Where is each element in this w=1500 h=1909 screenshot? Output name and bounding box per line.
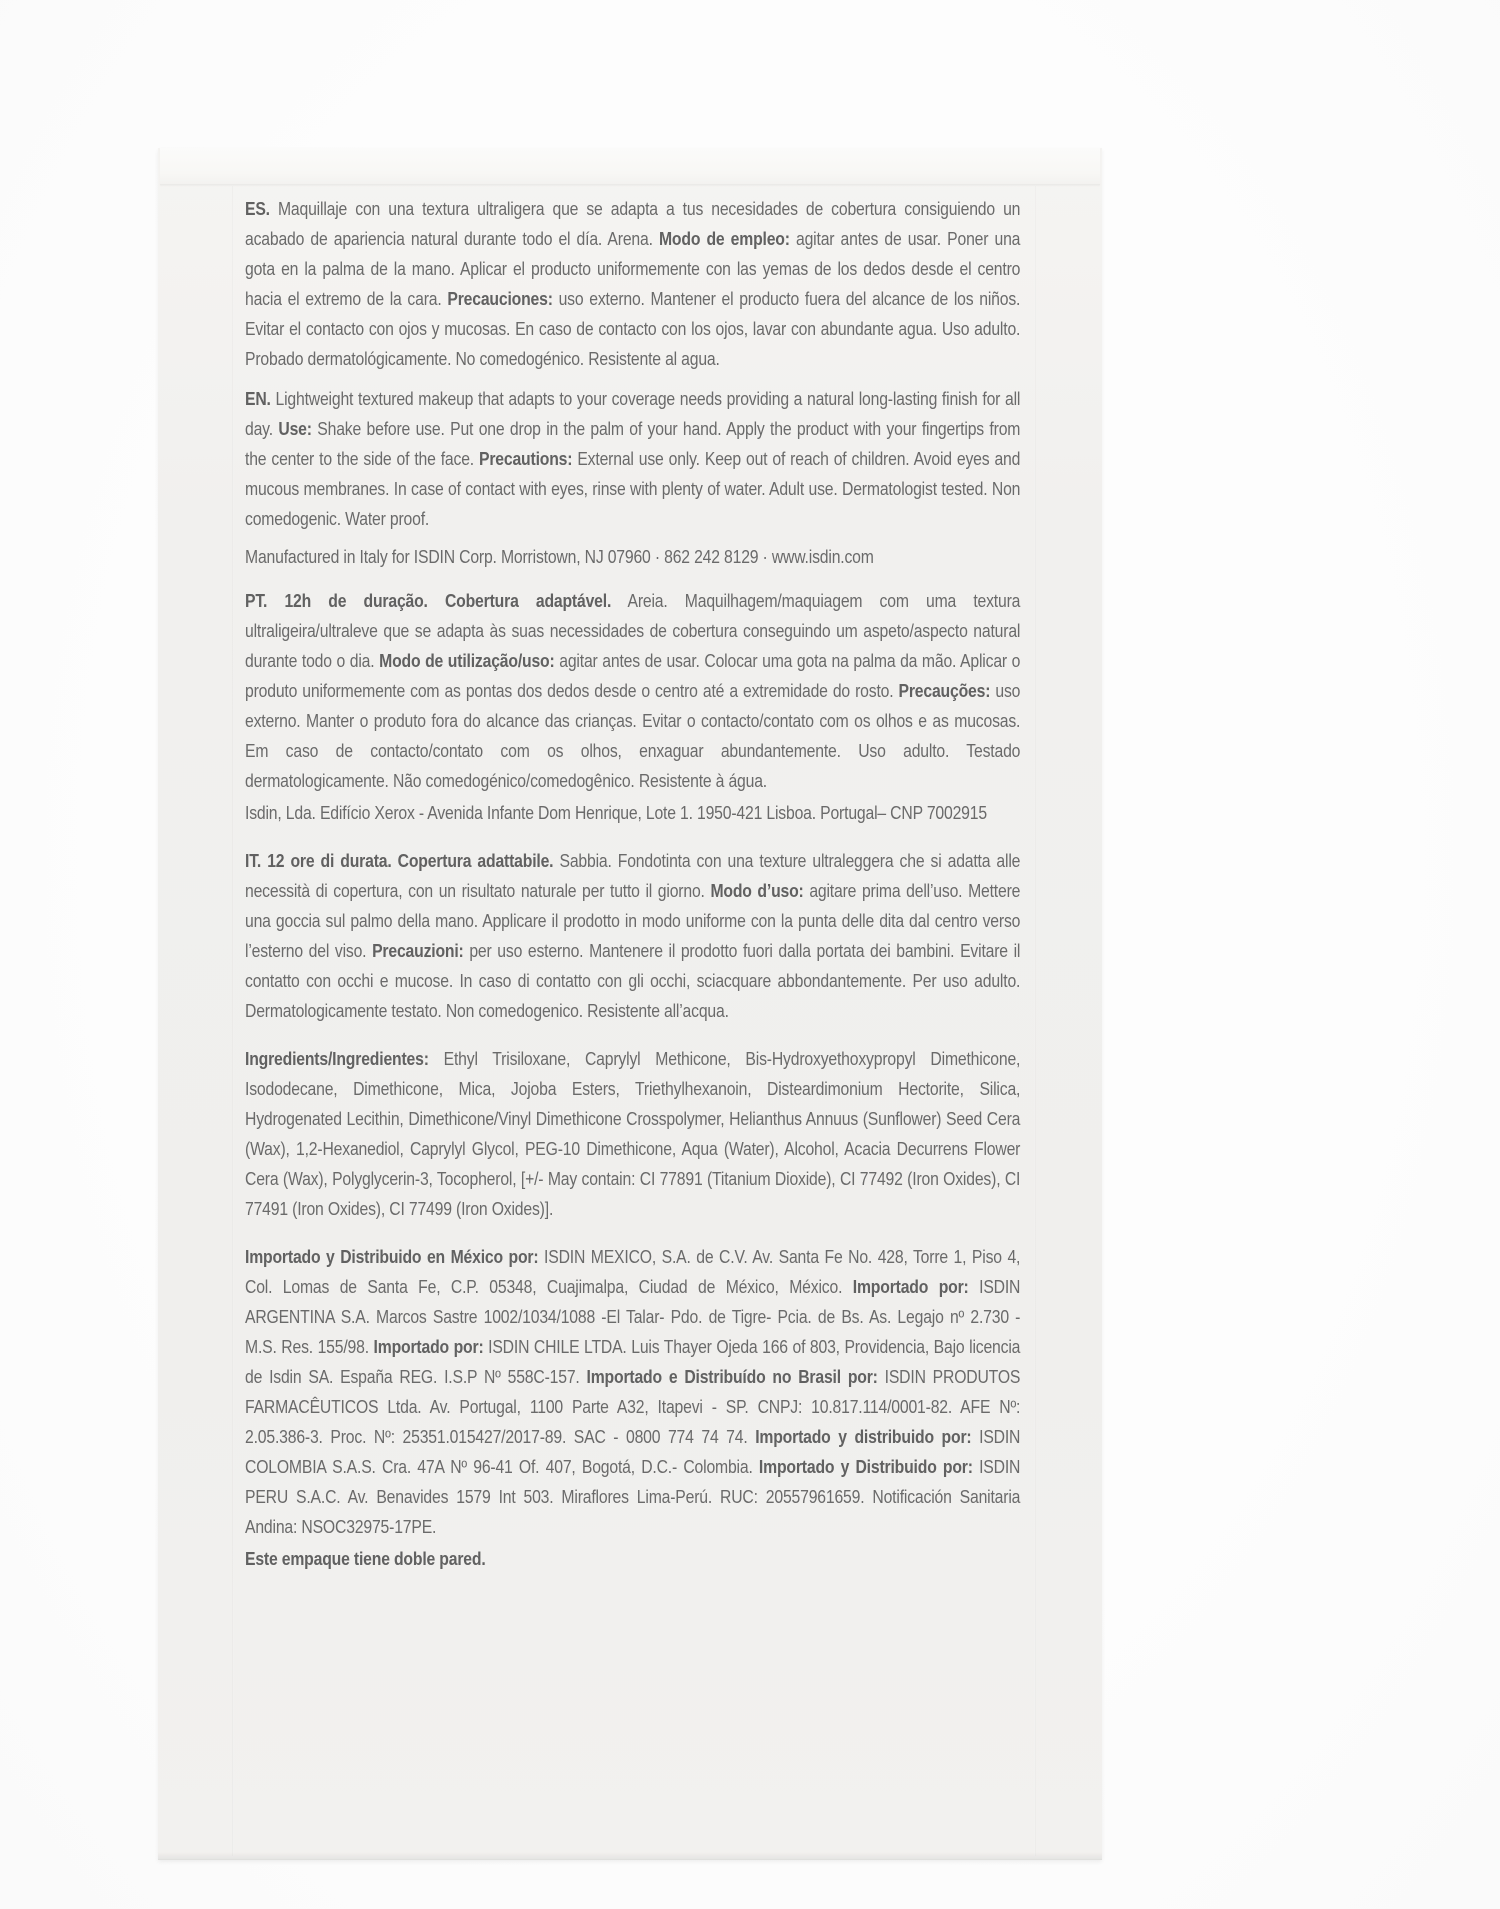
es-paragraph [245,194,1020,374]
manufactured-line [245,542,1020,572]
double-wall-line [245,1544,1020,1574]
en-paragraph-segment: External use only. Keep out of reach of children. Avoid eyes and mucous membranes. In case of contact with eyes, rinse with plenty of water. Adult use. Dermatologist tested. Non comedogenic. Water proof. [245,449,1021,529]
it-paragraph-segment: per uso esterno. Mantenere il prodotto fuori dalla portata dei bambini. Evitare il contatto con occhi e mucose. In caso di contatto con gli occhi, sciacquare abbondantemente. Per uso adulto. Dermatologicamente testato. Non comedogenico. Resistente all’acqua. [245,941,1021,1021]
pt-paragraph-segment: agitar antes de usar. Colocar uma gota na palma da mão. Aplicar o produto uniformemente com as pontas dos dedos desde o centro até a extremidade do rosto. [245,651,1021,701]
ingredients-paragraph [245,1044,1020,1224]
box-crease-left [232,186,234,1856]
pt-paragraph-segment: Modo de utilização/uso: [379,651,555,671]
it-paragraph-segment: IT. 12 ore di durata. Copertura adattabile. [245,851,554,871]
box-top-flap-edge [160,148,1100,185]
importado-paragraph-segment: ISDIN COLOMBIA S.A.S. Cra. 47A Nº 96-41 Of. 407, Bogotá, D.C.- Colombia. [245,1427,1021,1477]
manufactured-line-segment: Manufactured in Italy for ISDIN Corp. Morristown, NJ 07960 · 862 242 8129 · www.isdin.com [245,547,874,567]
pt-paragraph-segment: Areia. Maquilhagem/maquiagem com uma textura ultraligeira/ultraleve que se adapta às suas necessidades de cobertura conseguindo um aspeto/aspecto natural durante todo o dia. [245,591,1021,671]
label-text [245,194,1020,1574]
en-paragraph-segment: Use: [278,419,312,439]
it-paragraph-segment: Sabbia. Fondotinta con una texture ultraleggera che si adatta alle necessità di copertura, con un risultato naturale per tutto il giorno. [245,851,1021,901]
en-paragraph [245,384,1020,534]
it-paragraph [245,846,1020,1026]
en-paragraph-segment: Precautions: [479,449,573,469]
isdin-portugal-line-segment: Isdin, Lda. Edifício Xerox - Avenida Infante Dom Henrique, Lote 1. 1950-421 Lisboa. Portugal– CNP 7002915 [245,803,987,823]
es-paragraph-segment: Precauciones: [447,289,553,309]
es-paragraph-segment: agitar antes de usar. Poner una gota en la palma de la mano. Aplicar el producto uniformemente con las yemas de los dedos desde el centro hacia el extremo de la cara. [245,229,1021,309]
importado-paragraph-segment: Importado por: [373,1337,484,1357]
it-paragraph-segment: Precauzioni: [372,941,464,961]
es-paragraph-segment: uso externo. Mantener el producto fuera del alcance de los niños. Evitar el contacto con ojos y mucosas. En caso de contacto con los ojos, lavar con abundante agua. Uso adulto. Probado dermatológicamente. No comedogénico. Resistente al agua. [245,289,1021,369]
isdin-portugal-line [245,798,1020,828]
importado-paragraph-segment: Importado por: [852,1277,969,1297]
ingredients-paragraph-segment: Ethyl Trisiloxane, Caprylyl Methicone, Bis-Hydroxyethoxypropyl Dimethicone, Isododecane, Dimethicone, Mica, Jojoba Esters, Triethylhexanoin, Disteardimonium Hectorite, Silica, Hydrogenated Lecithin, Dimethicone/Vinyl Dimethicone Crosspolymer, Helianthus Annuus (Sunflower) Seed Cera (Wax), 1,2-Hexanediol, Caprylyl Glycol, PEG-10 Dimethicone, Aqua (Water), Alcohol, Acacia Decurrens Flower Cera (Wax), Polyglycerin-3, Tocopherol, [+/- May contain: CI 77891 (Titanium Dioxide), CI 77492 (Iron Oxides), CI 77491 (Iron Oxides), CI 77499 (Iron Oxides)]. [245,1049,1021,1219]
pt-paragraph-segment: Precauções: [898,681,991,701]
importado-paragraph-segment: ISDIN PRODUTOS FARMACÊUTICOS Ltda. Av. Portugal, 1100 Parte A32, Itapevi - SP. CNPJ: 10.817.114/0001-82. AFE Nº: 2.05.386-3. Proc. Nº: 25351.015427/2017-89. SAC - 0800 774 74 74. [245,1367,1021,1447]
en-paragraph-segment: Lightweight textured makeup that adapts to your coverage needs providing a natural long-lasting finish for all day. [245,389,1021,439]
importado-paragraph-segment: Importado y distribuido por: [755,1427,972,1447]
es-paragraph-segment: Maquillaje con una textura ultraligera que se adapta a tus necesidades de cobertura consiguiendo un acabado de apariencia natural durante todo el día. Arena. [245,199,1021,249]
pt-paragraph-segment: uso externo. Manter o produto fora do alcance das crianças. Evitar o contacto/contato com os olhos e as mucosas. Em caso de contacto/contato com os olhos, enxaguar abundantemente. Uso adulto. Testado dermatologicamente. Não comedogénico/comedogênico. Resistente à água. [245,681,1021,791]
importado-paragraph [245,1242,1020,1542]
pt-paragraph-segment: PT. 12h de duração. Cobertura adaptável. [245,591,612,611]
en-paragraph-segment: EN. [245,389,271,409]
packaging-box-back [158,148,1102,1860]
importado-paragraph-segment: Importado e Distribuído no Brasil por: [586,1367,878,1387]
double-wall-line-segment: Este empaque tiene doble pared. [245,1549,486,1569]
importado-paragraph-segment: ISDIN ARGENTINA S.A. Marcos Sastre 1002/1034/1088 -El Talar- Pdo. de Tigre- Pcia. de Bs. As. Legajo nº 2.730 - M.S. Res. 155/98. [245,1277,1021,1357]
es-paragraph-segment: ES. [245,199,270,219]
importado-paragraph-segment: Importado y Distribuido en México por: [245,1247,539,1267]
importado-paragraph-segment: ISDIN MEXICO, S.A. de C.V. Av. Santa Fe No. 428, Torre 1, Piso 4, Col. Lomas de Santa Fe, C.P. 05348, Cuajimalpa, Ciudad de México, México. [245,1247,1021,1297]
it-paragraph-segment: agitare prima dell’uso. Mettere una goccia sul palmo della mano. Applicare il prodotto in modo uniforme con la punta delle dita dal centro verso l’esterno del viso. [245,881,1021,961]
pt-paragraph [245,586,1020,796]
ingredients-paragraph-segment: Ingredients/Ingredientes: [245,1049,429,1069]
box-crease-right [1034,186,1036,1856]
es-paragraph-segment: Modo de empleo: [658,229,790,249]
box-bottom-edge [158,1852,1102,1860]
en-paragraph-segment: Shake before use. Put one drop in the palm of your hand. Apply the product with your fingertips from the center to the side of the face. [245,419,1021,469]
importado-paragraph-segment: Importado y Distribuido por: [758,1457,973,1477]
importado-paragraph-segment: ISDIN PERU S.A.C. Av. Benavides 1579 Int 503. Miraflores Lima-Perú. RUC: 20557961659. Notificación Sanitaria Andina: NSOC32975-17PE. [245,1457,1021,1537]
it-paragraph-segment: Modo d’uso: [710,881,804,901]
importado-paragraph-segment: ISDIN CHILE LTDA. Luis Thayer Ojeda 166 of 803, Providencia, Bajo licencia de Isdin SA. España REG. I.S.P Nº 558C-157. [245,1337,1021,1387]
